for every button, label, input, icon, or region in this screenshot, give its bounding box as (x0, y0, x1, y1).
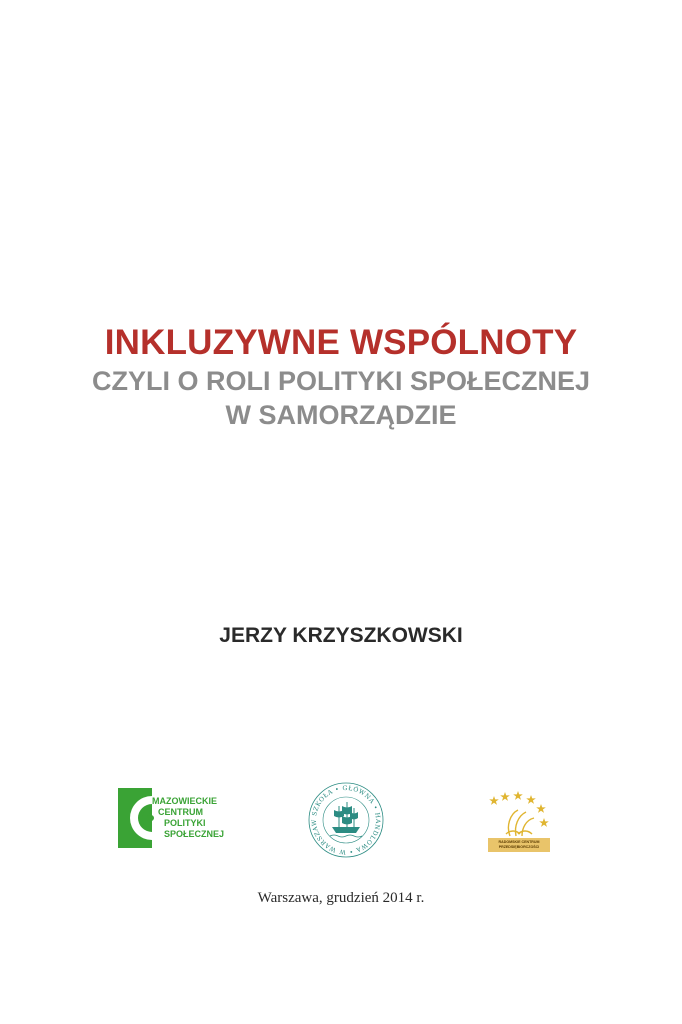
author-name: JERZY KRZYSZKOWSKI (219, 624, 463, 647)
book-subtitle-line-1: CZYLI O ROLI POLITYKI SPOŁECZNEJ (91, 366, 591, 396)
book-subtitle-line-2: W SAMORZĄDZIE (225, 400, 457, 430)
rcp-stars-icon (488, 790, 550, 840)
svg-text:SZKOŁA • GŁÓWNA • HANDLOWA • W: SZKOŁA • GŁÓWNA • HANDLOWA • W WARSZAW (310, 784, 382, 856)
rcp-logo-label (488, 838, 550, 852)
publication-place-date: Warszawa, grudzień 2014 r. (257, 890, 425, 906)
publisher-logos (0, 780, 682, 860)
book-title: INKLUZYWNE WSPÓLNOTY (104, 323, 578, 362)
mcps-logo (118, 788, 228, 848)
mcps-logo-line: MAZOWIECKIE (152, 796, 217, 806)
mcps-logo-line: CENTRUM (158, 807, 203, 817)
title-block (0, 322, 682, 432)
mcps-emblem-icon (118, 788, 154, 848)
mcps-logo-line: SPOŁECZNEJ (164, 829, 225, 839)
rcp-logo (488, 790, 550, 856)
sgh-logo (306, 780, 386, 860)
rcp-logo-line: RADOMSKIE CENTRUM (498, 840, 540, 844)
rcp-logo-line: PRZEDSIĘBIORCZOŚCI (498, 844, 540, 849)
sgh-seal-icon (306, 780, 386, 860)
mcps-logo-text (152, 796, 224, 840)
mcps-logo-line: POLITYKI (164, 818, 206, 828)
